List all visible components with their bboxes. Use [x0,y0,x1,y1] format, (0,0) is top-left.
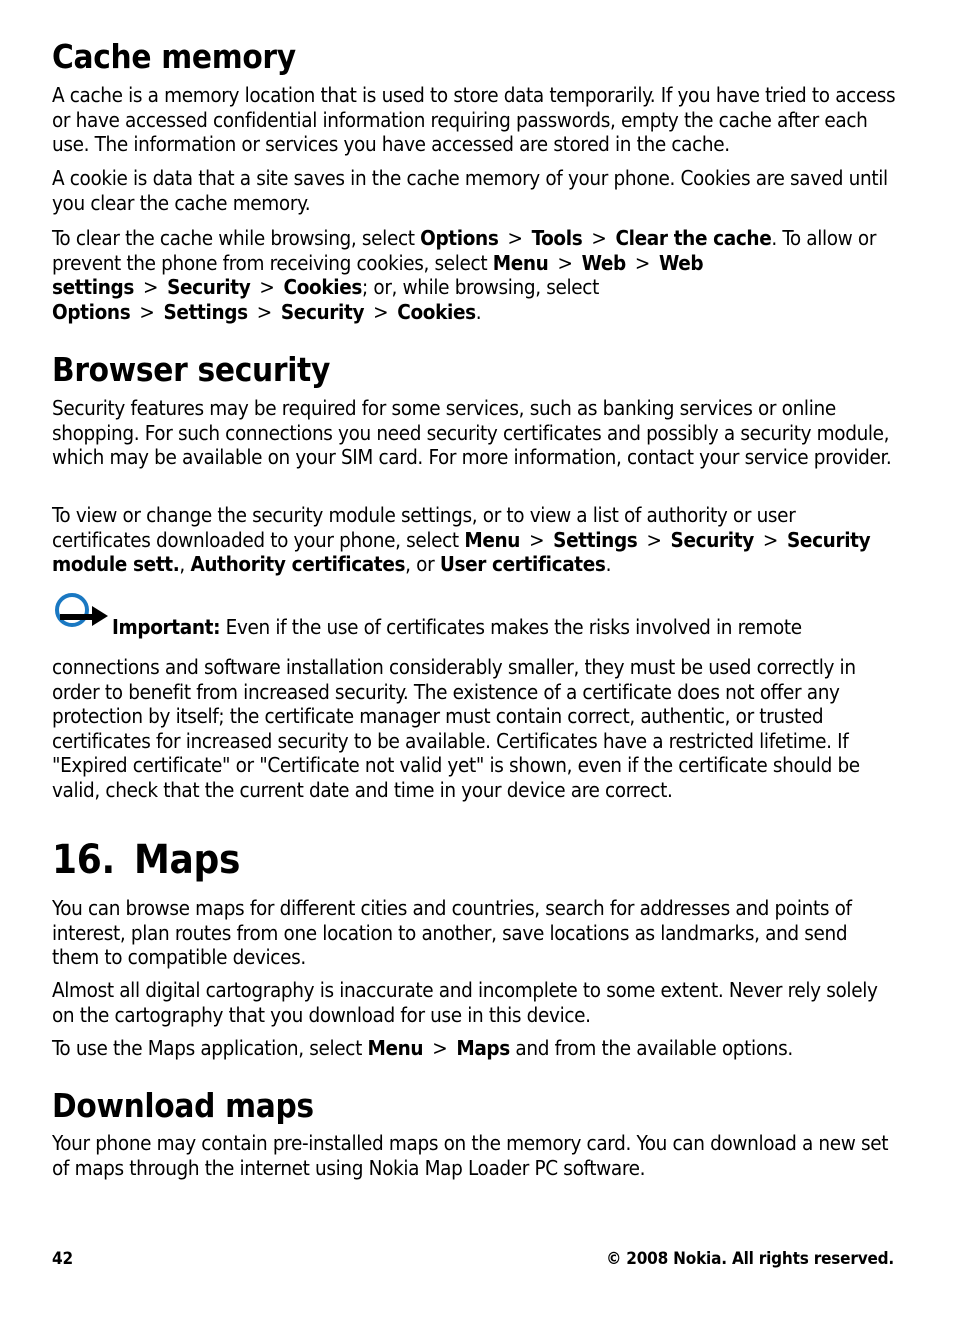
cache-paragraph-1: A cache is a memory location that is used to store data temporarily. If you have tried to access or have accessed confidential information requiring passwords, empty the cache after each use. The information or services you have accessed are stored in the cache. [52,83,896,157]
important-label: Important: [112,615,221,639]
chapter-heading [52,836,897,884]
maps-paragraph-2: Almost all digital cartography is inaccurate and incomplete to some extent. Never rely solely on the cartography that you download for use in this device. [52,978,878,1027]
cache-paragraph-2: A cookie is data that a site saves in the cache memory of your phone. Cookies are saved until you clear the cache memory. [52,166,888,215]
important-note: Important: Even if the use of certificates makes the risks involved in remote connections and software installation considerably smaller, they must be used correctly in order to benefit from increased security. The existence of a certificate does not offer any protection by itself; the certificate manager must contain correct, authentic, or trusted certificates for increased security to be available. Certificates have a restricted lifetime. If "Expired certificate" or "Certificate not valid yet" is shown, even if the certificate should be valid, check that the current date and time in your device are correct. [52,590,897,778]
cache-paragraph-3: To clear the cache while browsing, select Options > Tools > Clear the cache. To allow or prevent the phone from receiving cookies, select Menu > Web > Web settings > Security > Cookies; or, while browsing, select Options > Settings > Security > Cookies. [52,226,877,324]
chapter-number: 16. [52,837,115,883]
page-footer [52,1249,894,1269]
cache-heading: Cache memory [52,37,296,76]
page-number: 42 [52,1249,73,1269]
download-paragraph: Your phone may contain pre-installed maps on the memory card. You can download a new set of maps through the internet using Nokia Map Loader PC software. [52,1131,889,1180]
browser-security-heading: Browser security [52,350,331,389]
chapter-title: Maps [134,837,241,883]
important-pointer-icon [52,590,110,630]
maps-paragraph-1: You can browse maps for different cities and countries, search for addresses and points of interest, plan routes from one location to another, save locations as landmarks, and send them to compatible devices. [52,896,852,970]
browser-paragraph-2: To view or change the security module settings, or to view a list of authority or user certificates downloaded to your phone, select Menu > Settings > Security > Security module sett., Authority certificates, or User certificates. [52,503,871,577]
maps-paragraph-3: To use the Maps application, select Menu > Maps and from the available options. [52,1036,793,1060]
download-maps-heading: Download maps [52,1086,314,1125]
browser-paragraph-1: Security features may be required for some services, such as banking services or online shopping. For such connections you need security certificates and possibly a security module, which may be available on your SIM card. For more information, contact your service provider. [52,396,892,470]
copyright: © 2008 Nokia. All rights reserved. [606,1249,894,1269]
